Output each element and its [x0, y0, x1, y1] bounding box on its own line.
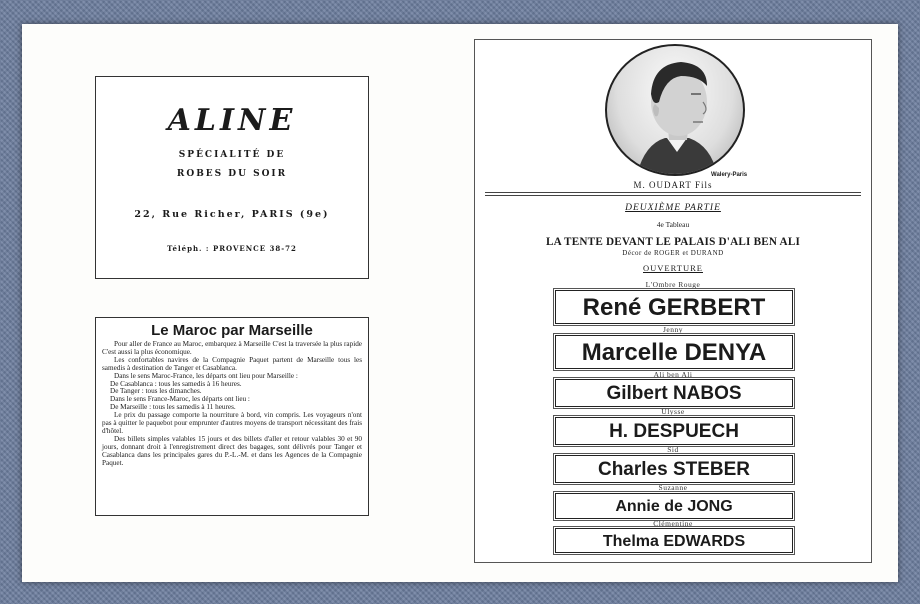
aline-advertisement: [95, 76, 369, 279]
cast-name-box: Gilbert NABOS: [555, 379, 793, 407]
act-title: LA TENTE DEVANT LE PALAIS D'ALI BEN ALI: [545, 236, 801, 248]
cast-name-box: Charles STEBER: [555, 455, 793, 483]
portrait-photo: [605, 44, 748, 178]
aline-phone: Téléph. : PROVENCE 38-72: [167, 244, 297, 253]
maroc-paragraph: Des billets simples valables 15 jours et des billets d'aller et retour valables 30 et 90 jours, donnant droit à l'enregistrement direct des bagages, sont délivrés pour Tanger et Casablanca dans les principales gares du P.-L.-M. et dans les Agences de la Compagnie Paquet.: [102, 434, 362, 467]
cast-role: Ulysse: [661, 407, 685, 416]
ouverture-label: OUVERTURE: [643, 263, 703, 273]
maroc-title: Le Maroc par Marseille: [151, 322, 313, 339]
aline-title: ALINE: [167, 103, 297, 138]
program-spread: [22, 24, 898, 582]
portrait-caption: M. OUDART Fils: [633, 180, 713, 190]
cast-name-box: Marcelle DENYA: [555, 335, 793, 369]
section-heading: DEUXIÈME PARTIE: [625, 203, 721, 213]
program-page: [474, 39, 872, 563]
maroc-paragraph: De Casablanca : tous les samedis à 16 heures.: [110, 379, 242, 388]
maroc-paragraph: Les confortables navires de la Compagnie Paquet partent de Marseille tous les samedis à destination de Tanger et Casablanca.: [102, 355, 362, 372]
portrait-figure: [607, 46, 743, 174]
cast-name-box: René GERBERT: [555, 290, 793, 324]
maroc-paragraph: Pour aller de France au Maroc, embarquez à Marseille C'est la traversée la plus rapide C'est aussi la plus économique.: [102, 340, 362, 356]
cast-role: Sid: [667, 445, 679, 454]
maroc-paragraph: Le prix du passage comporte la nourriture à bord, vin compris. Les voyageurs n'ont pas à quitter le paquebot pour emprunter d'autres moyens de transport nécessitant des frais d'hôtel.: [102, 411, 362, 435]
tableau-label: 4e Tableau: [656, 220, 690, 229]
cast-role: Jenny: [663, 325, 683, 334]
cast-role: L'Ombre Rouge: [645, 280, 701, 289]
cast-name-box: Thelma EDWARDS: [555, 528, 793, 553]
maroc-advertisement: [95, 317, 369, 516]
cast-role: Clémentine: [653, 519, 693, 528]
divider: [485, 195, 861, 196]
aline-robes-line: ROBES DU SOIR: [176, 169, 288, 179]
cast-role: Suzanne: [658, 483, 688, 492]
decor-credit: Décor de ROGER et DURAND: [622, 249, 724, 257]
maroc-paragraph: Dans le sens France-Maroc, les départs ont lieu :: [110, 395, 250, 404]
aline-address: 22, Rue Richer, PARIS (9e): [134, 209, 330, 220]
maroc-paragraph: De Tanger : tous les dimanches.: [110, 387, 202, 396]
photo-credit: Walery-Paris: [711, 172, 748, 178]
aline-specialty-line: SPÉCIALITÉ DE: [178, 150, 286, 160]
divider: [485, 192, 861, 193]
maroc-paragraph: Dans le sens Maroc-France, les départs ont lieu pour Marseille :: [114, 371, 298, 380]
maroc-paragraph: De Marseille : tous les samedis à 11 heures.: [110, 403, 236, 412]
cast-role: Ali ben Ali: [653, 370, 693, 379]
cast-name-box: Annie de JONG: [555, 493, 793, 519]
cast-name-box: H. DESPUECH: [555, 417, 793, 445]
